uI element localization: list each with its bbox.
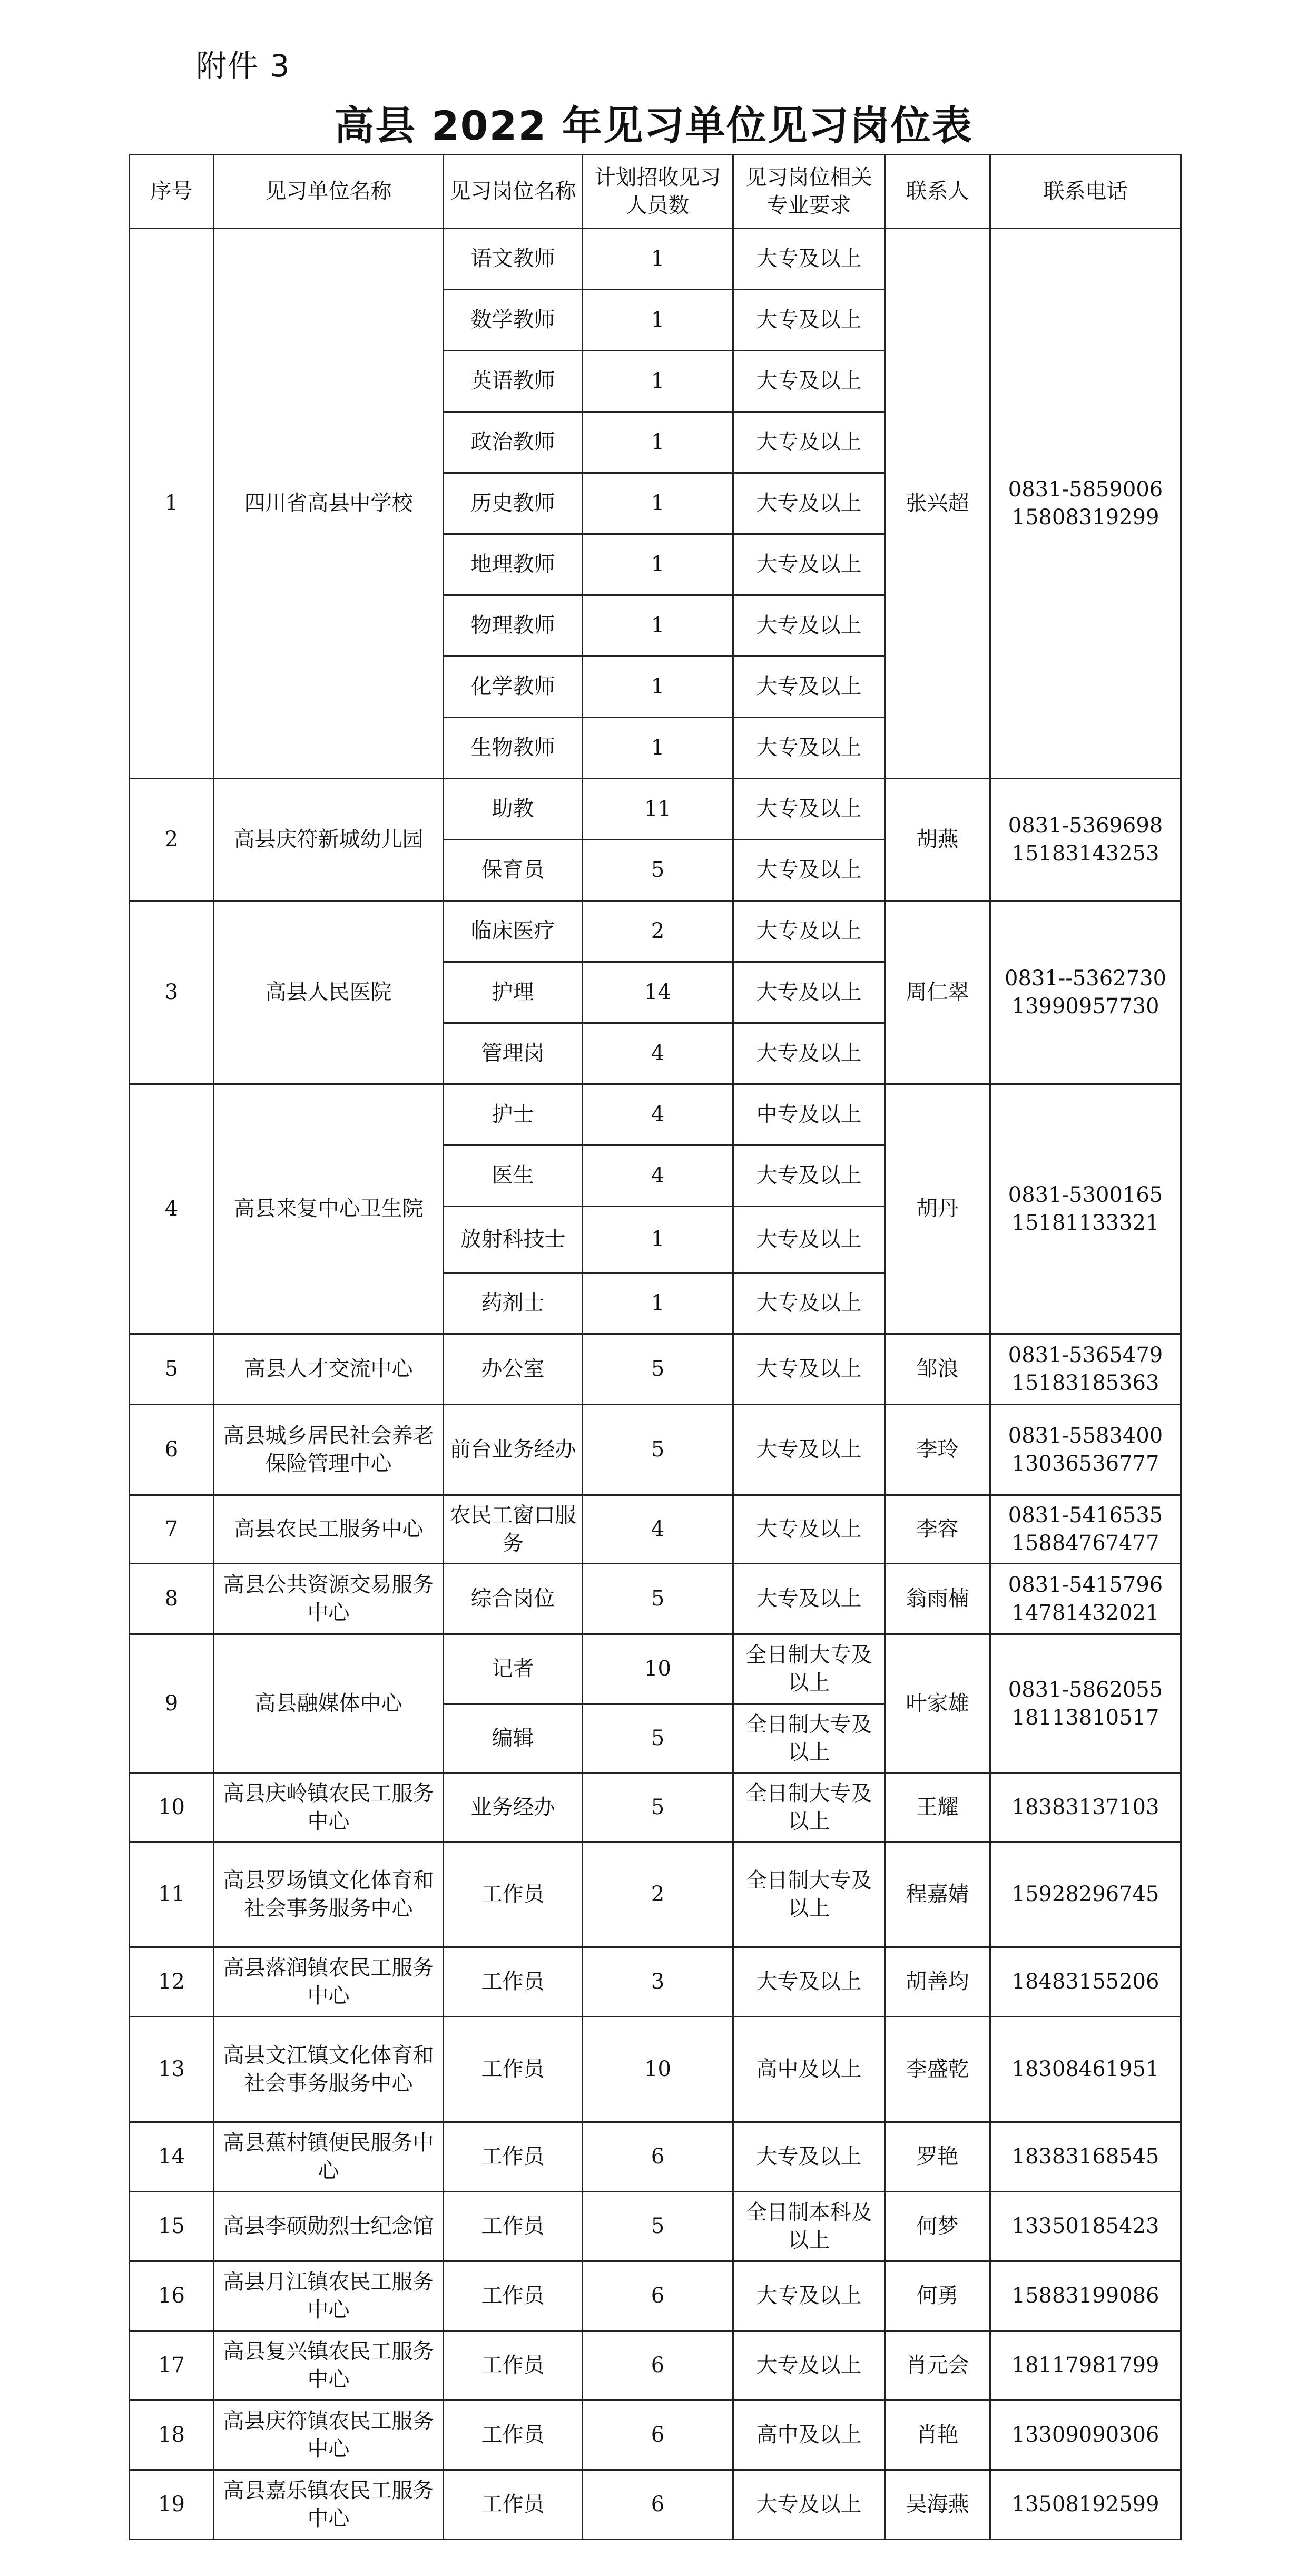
contact-phone (990, 1634, 1181, 1774)
phone-number: 13508192599 (1011, 2492, 1159, 2517)
table-row (130, 1774, 1181, 1842)
post-name: 工作员 (444, 2261, 583, 2331)
phone-number: 15808319299 (1011, 505, 1159, 530)
post-name: 地理教师 (444, 534, 583, 595)
post-name: 管理岗 (444, 1023, 583, 1084)
header-unit: 见习单位名称 (214, 155, 444, 229)
row-number: 10 (130, 1774, 214, 1842)
phone-number: 0831-5862055 (1008, 1677, 1163, 1702)
planned-count: 1 (583, 1273, 733, 1334)
row-number: 7 (130, 1495, 214, 1564)
major-requirement: 大专及以上 (733, 595, 885, 657)
contact-person: 何梦 (885, 2192, 990, 2261)
phone-number: 15884767477 (1011, 1531, 1159, 1555)
post-name: 语文教师 (444, 229, 583, 290)
post-name: 数学教师 (444, 290, 583, 351)
post-name: 工作员 (444, 2017, 583, 2122)
header-phone: 联系电话 (990, 155, 1181, 229)
table-row (130, 2017, 1181, 2122)
table-row (130, 1084, 1181, 1145)
post-name: 护士 (444, 1084, 583, 1145)
major-requirement: 大专及以上 (733, 901, 885, 962)
phone-number: 18483155206 (1011, 1970, 1159, 1994)
table-row (130, 229, 1181, 290)
phone-number: 0831-5416535 (1008, 1503, 1163, 1527)
phone-number: 18383137103 (1011, 1795, 1159, 1820)
major-requirement: 大专及以上 (733, 1564, 885, 1634)
contact-person: 胡善均 (885, 1947, 990, 2017)
major-requirement: 大专及以上 (733, 412, 885, 473)
contact-person: 胡燕 (885, 779, 990, 901)
planned-count: 1 (583, 657, 733, 718)
planned-count: 2 (583, 901, 733, 962)
row-number: 9 (130, 1634, 214, 1774)
phone-number: 0831-5415796 (1008, 1572, 1163, 1597)
table-row (130, 1634, 1181, 1704)
contact-phone (990, 1084, 1181, 1334)
contact-phone (990, 1334, 1181, 1405)
annex-label: 附件 3 (196, 48, 291, 84)
unit-name: 高县李硕勋烈士纪念馆 (214, 2192, 444, 2261)
contact-phone (990, 1774, 1181, 1842)
post-name: 记者 (444, 1634, 583, 1704)
planned-count: 5 (583, 1405, 733, 1495)
internship-posts-table (129, 154, 1182, 2540)
phone-number: 13036536777 (1011, 1451, 1159, 1476)
row-number: 8 (130, 1564, 214, 1634)
post-name: 助教 (444, 779, 583, 840)
planned-count: 14 (583, 962, 733, 1023)
planned-count: 2 (583, 1842, 733, 1947)
header-requirement: 见习岗位相关专业要求 (733, 155, 885, 229)
unit-name: 高县人才交流中心 (214, 1334, 444, 1405)
phone-number: 15883199086 (1011, 2284, 1159, 2308)
contact-person: 叶家雄 (885, 1634, 990, 1774)
unit-name: 高县人民医院 (214, 901, 444, 1084)
planned-count: 5 (583, 1334, 733, 1405)
major-requirement: 全日制本科及以上 (733, 2192, 885, 2261)
contact-phone (990, 1405, 1181, 1495)
major-requirement: 大专及以上 (733, 840, 885, 901)
table-row (130, 1334, 1181, 1405)
major-requirement: 高中及以上 (733, 2017, 885, 2122)
planned-count: 1 (583, 229, 733, 290)
planned-count: 1 (583, 595, 733, 657)
major-requirement: 大专及以上 (733, 473, 885, 534)
row-number: 14 (130, 2122, 214, 2192)
post-name: 工作员 (444, 2122, 583, 2192)
page-title: 高县 2022 年见习单位见习岗位表 (334, 102, 973, 149)
phone-number: 0831-5859006 (1008, 477, 1163, 502)
planned-count: 5 (583, 840, 733, 901)
contact-person: 李容 (885, 1495, 990, 1564)
planned-count: 10 (583, 1634, 733, 1704)
planned-count: 6 (583, 2331, 733, 2401)
major-requirement: 大专及以上 (733, 351, 885, 412)
row-number: 12 (130, 1947, 214, 2017)
planned-count: 6 (583, 2261, 733, 2331)
major-requirement: 大专及以上 (733, 1334, 885, 1405)
table-header-row (130, 155, 1181, 229)
major-requirement: 大专及以上 (733, 2122, 885, 2192)
planned-count: 5 (583, 1704, 733, 1774)
major-requirement: 全日制大专及以上 (733, 1704, 885, 1774)
contact-phone (990, 1842, 1181, 1947)
post-name: 工作员 (444, 1947, 583, 2017)
planned-count: 6 (583, 2401, 733, 2470)
row-number: 5 (130, 1334, 214, 1405)
major-requirement: 大专及以上 (733, 1405, 885, 1495)
post-name: 政治教师 (444, 412, 583, 473)
planned-count: 3 (583, 1947, 733, 2017)
phone-number: 13309090306 (1011, 2423, 1159, 2447)
unit-name: 高县融媒体中心 (214, 1634, 444, 1774)
phone-number: 0831-5583400 (1008, 1423, 1163, 1448)
phone-number: 15183143253 (1011, 841, 1159, 866)
contact-phone (990, 2192, 1181, 2261)
unit-name: 高县落润镇农民工服务中心 (214, 1947, 444, 2017)
row-number: 15 (130, 2192, 214, 2261)
unit-name: 高县嘉乐镇农民工服务中心 (214, 2470, 444, 2540)
table-row (130, 1405, 1181, 1495)
phone-number: 18117981799 (1011, 2353, 1159, 2378)
contact-person: 邹浪 (885, 1334, 990, 1405)
contact-person: 何勇 (885, 2261, 990, 2331)
major-requirement: 大专及以上 (733, 1273, 885, 1334)
phone-number: 0831-5365479 (1008, 1343, 1163, 1367)
phone-number: 18113810517 (1011, 1705, 1159, 1730)
unit-name: 高县罗场镇文化体育和社会事务服务中心 (214, 1842, 444, 1947)
post-name: 临床医疗 (444, 901, 583, 962)
phone-number: 13350185423 (1011, 2214, 1159, 2239)
planned-count: 1 (583, 412, 733, 473)
table-row (130, 1564, 1181, 1634)
major-requirement: 全日制大专及以上 (733, 1634, 885, 1704)
row-number: 4 (130, 1084, 214, 1334)
row-number: 19 (130, 2470, 214, 2540)
post-name: 保育员 (444, 840, 583, 901)
contact-person: 张兴超 (885, 229, 990, 779)
post-name: 放射科技士 (444, 1207, 583, 1273)
major-requirement: 大专及以上 (733, 2331, 885, 2401)
contact-person: 吴海燕 (885, 2470, 990, 2540)
unit-name: 高县公共资源交易服务中心 (214, 1564, 444, 1634)
contact-phone (990, 2331, 1181, 2401)
major-requirement: 大专及以上 (733, 2261, 885, 2331)
post-name: 办公室 (444, 1334, 583, 1405)
phone-number: 13990957730 (1011, 994, 1159, 1018)
phone-number: 0831-5369698 (1008, 813, 1163, 838)
major-requirement: 高中及以上 (733, 2401, 885, 2470)
post-name: 工作员 (444, 2192, 583, 2261)
major-requirement: 大专及以上 (733, 718, 885, 779)
major-requirement: 大专及以上 (733, 1207, 885, 1273)
post-name: 农民工窗口服务 (444, 1495, 583, 1564)
major-requirement: 大专及以上 (733, 290, 885, 351)
post-name: 生物教师 (444, 718, 583, 779)
contact-person: 李玲 (885, 1405, 990, 1495)
header-no: 序号 (130, 155, 214, 229)
major-requirement: 大专及以上 (733, 534, 885, 595)
post-name: 历史教师 (444, 473, 583, 534)
table-row (130, 901, 1181, 962)
post-name: 前台业务经办 (444, 1405, 583, 1495)
planned-count: 1 (583, 1207, 733, 1273)
planned-count: 11 (583, 779, 733, 840)
major-requirement: 大专及以上 (733, 229, 885, 290)
post-name: 英语教师 (444, 351, 583, 412)
table-row (130, 1947, 1181, 2017)
post-name: 业务经办 (444, 1774, 583, 1842)
contact-phone (990, 1947, 1181, 2017)
post-name: 工作员 (444, 1842, 583, 1947)
major-requirement: 大专及以上 (733, 962, 885, 1023)
row-number: 3 (130, 901, 214, 1084)
planned-count: 1 (583, 718, 733, 779)
table-row (130, 1495, 1181, 1564)
unit-name: 高县庆岭镇农民工服务中心 (214, 1774, 444, 1842)
planned-count: 6 (583, 2122, 733, 2192)
contact-person: 肖艳 (885, 2401, 990, 2470)
row-number: 6 (130, 1405, 214, 1495)
major-requirement: 大专及以上 (733, 657, 885, 718)
major-requirement: 大专及以上 (733, 2470, 885, 2540)
row-number: 1 (130, 229, 214, 779)
planned-count: 1 (583, 534, 733, 595)
planned-count: 1 (583, 351, 733, 412)
unit-name: 高县文江镇文化体育和社会事务服务中心 (214, 2017, 444, 2122)
post-name: 编辑 (444, 1704, 583, 1774)
major-requirement: 大专及以上 (733, 779, 885, 840)
contact-phone (990, 901, 1181, 1084)
planned-count: 4 (583, 1495, 733, 1564)
planned-count: 4 (583, 1023, 733, 1084)
contact-phone (990, 2261, 1181, 2331)
phone-number: 0831-5300165 (1008, 1182, 1163, 1207)
planned-count: 1 (583, 290, 733, 351)
unit-name: 高县农民工服务中心 (214, 1495, 444, 1564)
major-requirement: 全日制大专及以上 (733, 1774, 885, 1842)
contact-person: 李盛乾 (885, 2017, 990, 2122)
contact-person: 王耀 (885, 1774, 990, 1842)
contact-phone (990, 2017, 1181, 2122)
post-name: 综合岗位 (444, 1564, 583, 1634)
post-name: 工作员 (444, 2401, 583, 2470)
phone-number: 15183185363 (1011, 1370, 1159, 1395)
planned-count: 4 (583, 1084, 733, 1145)
major-requirement: 大专及以上 (733, 1023, 885, 1084)
major-requirement: 大专及以上 (733, 1145, 885, 1207)
post-name: 工作员 (444, 2470, 583, 2540)
post-name: 化学教师 (444, 657, 583, 718)
row-number: 2 (130, 779, 214, 901)
phone-number: 15928296745 (1011, 1882, 1159, 1907)
contact-person: 胡丹 (885, 1084, 990, 1334)
post-name: 医生 (444, 1145, 583, 1207)
table-row (130, 2470, 1181, 2540)
major-requirement: 全日制大专及以上 (733, 1842, 885, 1947)
contact-phone (990, 2401, 1181, 2470)
table-row (130, 2261, 1181, 2331)
planned-count: 6 (583, 2470, 733, 2540)
major-requirement: 大专及以上 (733, 1495, 885, 1564)
unit-name: 四川省高县中学校 (214, 229, 444, 779)
post-name: 物理教师 (444, 595, 583, 657)
header-contact: 联系人 (885, 155, 990, 229)
unit-name: 高县来复中心卫生院 (214, 1084, 444, 1334)
contact-person: 翁雨楠 (885, 1564, 990, 1634)
unit-name: 高县月江镇农民工服务中心 (214, 2261, 444, 2331)
planned-count: 5 (583, 2192, 733, 2261)
contact-phone (990, 1564, 1181, 1634)
phone-number: 18308461951 (1011, 2057, 1159, 2082)
contact-phone (990, 1495, 1181, 1564)
table-row (130, 779, 1181, 840)
contact-person: 罗艳 (885, 2122, 990, 2192)
contact-person: 周仁翠 (885, 901, 990, 1084)
table-row (130, 2192, 1181, 2261)
phone-number: 18383168545 (1011, 2144, 1159, 2169)
post-name: 工作员 (444, 2331, 583, 2401)
table-row (130, 2122, 1181, 2192)
contact-person: 程嘉婧 (885, 1842, 990, 1947)
row-number: 16 (130, 2261, 214, 2331)
row-number: 13 (130, 2017, 214, 2122)
table-row (130, 2401, 1181, 2470)
contact-person: 肖元会 (885, 2331, 990, 2401)
unit-name: 高县城乡居民社会养老保险管理中心 (214, 1405, 444, 1495)
phone-number: 14781432021 (1011, 1600, 1159, 1625)
planned-count: 5 (583, 1564, 733, 1634)
row-number: 18 (130, 2401, 214, 2470)
table-row (130, 2331, 1181, 2401)
header-post: 见习岗位名称 (444, 155, 583, 229)
contact-phone (990, 229, 1181, 779)
row-number: 17 (130, 2331, 214, 2401)
contact-phone (990, 779, 1181, 901)
post-name: 护理 (444, 962, 583, 1023)
table-row (130, 1842, 1181, 1947)
unit-name: 高县蕉村镇便民服务中心 (214, 2122, 444, 2192)
unit-name: 高县庆符新城幼儿园 (214, 779, 444, 901)
planned-count: 5 (583, 1774, 733, 1842)
unit-name: 高县庆符镇农民工服务中心 (214, 2401, 444, 2470)
post-name: 药剂士 (444, 1273, 583, 1334)
planned-count: 4 (583, 1145, 733, 1207)
major-requirement: 大专及以上 (733, 1947, 885, 2017)
header-count: 计划招收见习人员数 (583, 155, 733, 229)
phone-number: 15181133321 (1011, 1210, 1159, 1235)
planned-count: 1 (583, 473, 733, 534)
contact-phone (990, 2470, 1181, 2540)
unit-name: 高县复兴镇农民工服务中心 (214, 2331, 444, 2401)
phone-number: 0831--5362730 (1005, 966, 1166, 991)
major-requirement: 中专及以上 (733, 1084, 885, 1145)
planned-count: 10 (583, 2017, 733, 2122)
contact-phone (990, 2122, 1181, 2192)
row-number: 11 (130, 1842, 214, 1947)
